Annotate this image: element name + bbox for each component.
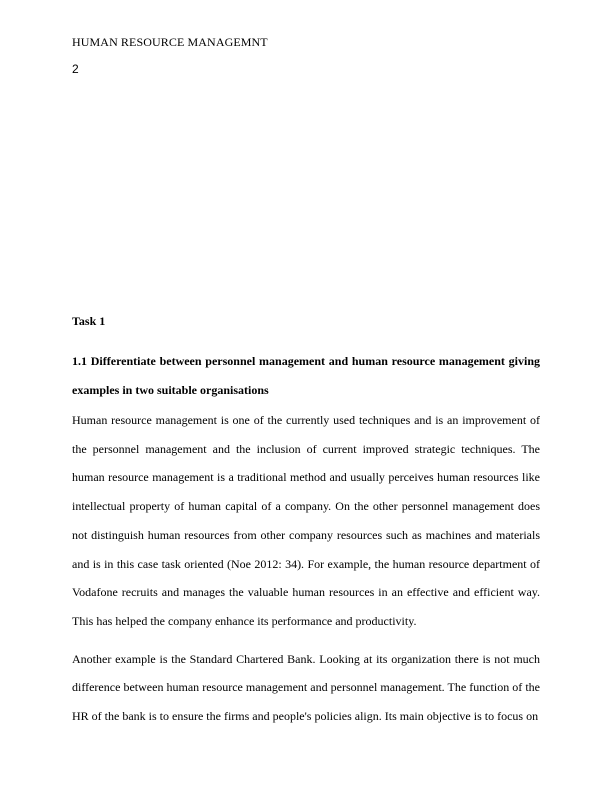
body-paragraph-1: Human resource management is one of the currently used techniques and is an improvement of the personnel management and the inclusion of current improved strategic techniques. The human resource management is a traditional method and usually perceives human resources like intellectual property of human capital of a company. On the other personnel management does not distinguish human resources from other company resources such as machines and materials and is in this case task oriented (Noe 2012: 34). For example, the human resource department of Vodafone recruits and manages the valuable human resources in an effective and efficient way. This has helped the company enhance its performance and productivity.	[72, 413, 540, 628]
document-body	[72, 313, 540, 731]
task-heading: Task 1	[72, 314, 106, 328]
body-paragraph-2: Another example is the Standard Chartered Bank. Looking at its organization there is not much difference between human resource management and personnel management. The function of the HR of the bank is to ensure the firms and people's policies align. Its main objective is to focus on	[72, 651, 540, 724]
running-header: HUMAN RESOURCE MANAGEMNT	[72, 35, 268, 49]
section-heading: 1.1 Differentiate between personnel management and human resource management giving examples in two suitable organisations	[72, 354, 540, 397]
page-number: 2	[72, 62, 79, 76]
